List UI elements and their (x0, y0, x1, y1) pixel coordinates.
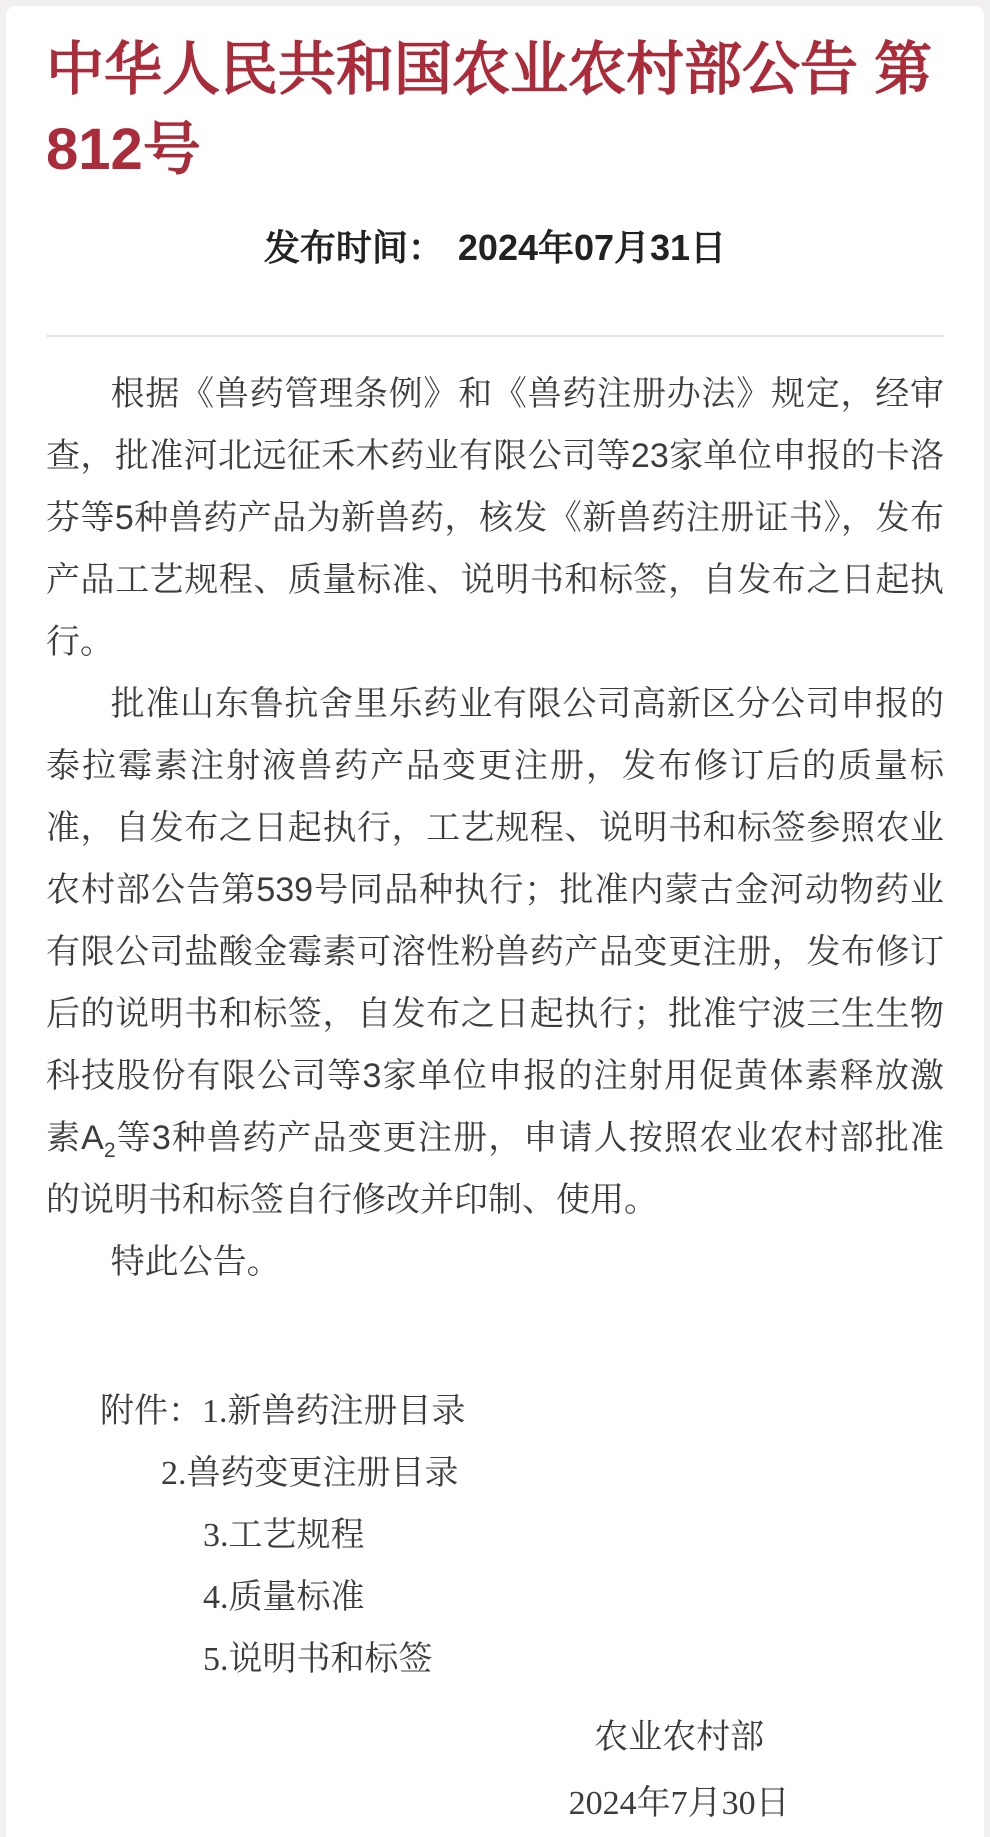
signature-date: 2024年7月30日 (568, 1785, 790, 1822)
paragraph-1: 根据《兽药管理条例》和《兽药注册办法》规定，经审查，批准河北远征禾木药业有限公司等23家单位申报的卡洛芬等5种兽药产品为新兽药，核发《新兽药注册证书》，发布产品工艺规程、质量标准、说明书和标签，自发布之日起执行。 (46, 375, 944, 661)
paragraph-2 (46, 673, 944, 1231)
publish-date-label: 发布时间： (263, 227, 444, 268)
article-card (6, 6, 984, 1837)
attachment-item: 3.工艺规程 (203, 1517, 365, 1554)
paragraph-2-text-after: 等3种兽药产品变更注册，申请人按照农业农村部批准的说明书和标签自行修改并印制、使用。 (46, 1119, 944, 1219)
signature-issuer: 农业农村部 (594, 1719, 765, 1756)
publish-date-line (46, 226, 944, 269)
divider (46, 335, 944, 337)
attachment-item-text: 1.新兽药注册目录 (202, 1393, 466, 1430)
page-background (0, 6, 990, 1837)
announcement-body (46, 363, 944, 1293)
subscript-2: 2 (103, 1138, 116, 1162)
publish-date-value: 2024年07月31日 (457, 227, 727, 268)
attachment-item: 2.兽药变更注册目录 (161, 1455, 459, 1492)
paragraph-2-text: 批准山东鲁抗舍里乐药业有限公司高新区分公司申报的泰拉霉素注射液兽药产品变更注册，发布修订后的质量标准，自发布之日起执行，工艺规程、说明书和标签参照农业农村部公告第539号同品种执行；批准内蒙古金河动物药业有限公司盐酸金霉素可溶性粉兽药产品变更注册，发布修订后的说明书和标签，自发布之日起执行；批准宁波三生生物科技股份有限公司等3家单位申报的注射用促黄体素释放激素A (46, 685, 944, 1157)
attachment-item: 4.质量标准 (203, 1579, 365, 1616)
page-title: 中华人民共和国农业农村部公告 第812号 (46, 37, 933, 182)
closing-line: 特此公告。 (110, 1243, 281, 1281)
attachment-list (46, 1381, 944, 1691)
signature-block (46, 1705, 944, 1837)
attachment-item: 5.说明书和标签 (203, 1641, 433, 1678)
attachment-label: 附件： (100, 1393, 202, 1430)
attachment-item (46, 1381, 944, 1443)
